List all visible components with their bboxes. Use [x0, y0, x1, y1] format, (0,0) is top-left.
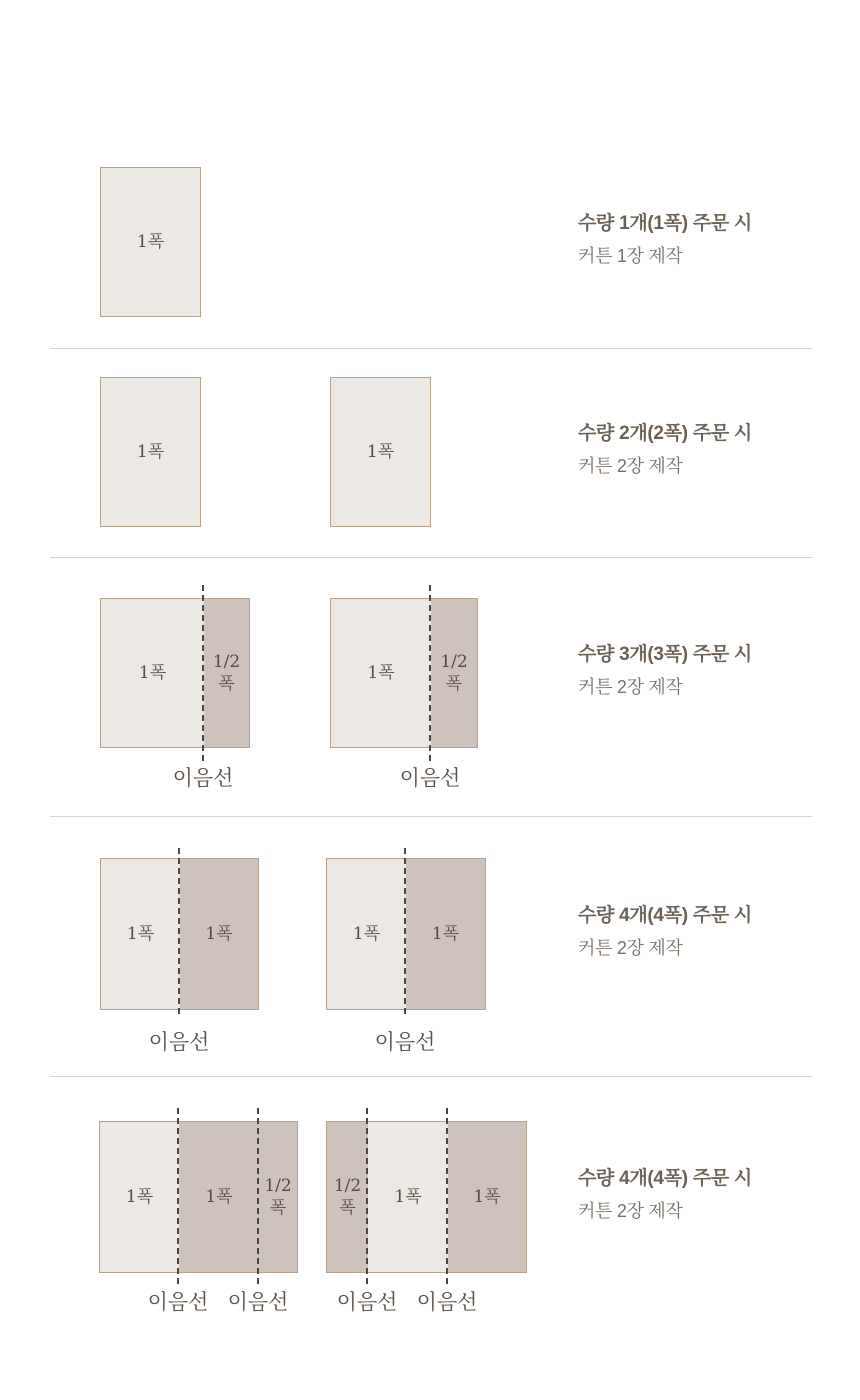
panel-label: [367, 662, 394, 684]
seam-label: 이음선: [148, 1030, 210, 1054]
row-heading: 수량 3개(3폭) 주문 시: [578, 644, 752, 665]
panel-one-width: [327, 859, 406, 1009]
row-heading: 수량 4개(4폭) 주문 시: [578, 1168, 752, 1189]
curtain-block: [100, 377, 201, 527]
seam-line: [446, 1108, 448, 1286]
panel-label-line: 1폭: [205, 1187, 233, 1207]
seam-line: [177, 1108, 179, 1286]
panel-label: [126, 1186, 153, 1208]
row-subtitle: 커튼 2장 제작: [578, 938, 683, 958]
row-subtitle: 커튼 2장 제작: [578, 456, 683, 476]
panel-label-line: 폭: [218, 674, 235, 694]
panel-label-line: 1폭: [126, 924, 155, 944]
panel-one-width: [331, 599, 431, 747]
panel-label: [440, 651, 467, 695]
panel-label: [205, 1186, 232, 1208]
panel-label-line: 1/2: [212, 652, 241, 672]
row-subtitle: 커튼 2장 제작: [578, 1201, 683, 1221]
panel-label-line: 1폭: [352, 924, 381, 944]
curtain-block: [326, 1121, 527, 1273]
row-divider: [50, 557, 812, 558]
seam-label: 이음선: [399, 766, 461, 790]
panel-label-line: 1폭: [125, 1187, 154, 1207]
panel-one-width: [448, 1122, 526, 1272]
row-description: [578, 906, 850, 958]
curtain-block: [100, 598, 250, 748]
seam-label: 이음선: [416, 1290, 478, 1314]
panel-label-line: 1폭: [473, 1187, 501, 1207]
panel-one-width: [179, 1122, 259, 1272]
panel-one-width: [406, 859, 485, 1009]
seam-label: 이음선: [336, 1290, 398, 1314]
panel-label: [334, 1175, 361, 1219]
row-divider: [50, 816, 812, 817]
panel-half-width: [431, 599, 477, 747]
panel-label-line: 1/2: [333, 1176, 362, 1196]
seam-label: 이음선: [227, 1290, 289, 1314]
panel-label-line: 1/2: [440, 652, 468, 672]
panel-label-line: 1폭: [367, 663, 395, 683]
panel-label: [205, 923, 232, 945]
panel-label-line: 1폭: [136, 232, 165, 252]
seam-label: 이음선: [374, 1030, 436, 1054]
curtain-block: [326, 858, 486, 1010]
seam-line: [178, 848, 180, 1018]
curtain-block: [100, 167, 201, 317]
seam-line: [366, 1108, 368, 1286]
panel-label-line: 1/2: [264, 1176, 292, 1196]
panel-label-line: 폭: [269, 1198, 287, 1218]
row-heading: 수량 2개(2폭) 주문 시: [578, 423, 752, 444]
panel-label: [473, 1186, 500, 1208]
panel-one-width: [101, 599, 204, 747]
seam-line: [257, 1108, 259, 1286]
curtain-block: [99, 1121, 298, 1273]
panel-one-width: [101, 378, 200, 526]
row-heading: 수량 1개(1폭) 주문 시: [578, 213, 752, 234]
curtain-block: [330, 598, 478, 748]
row-description: [578, 645, 850, 697]
panel-one-width: [331, 378, 430, 526]
panel-label: [139, 662, 166, 684]
panel-label-line: 1폭: [431, 924, 460, 944]
row-subtitle: 커튼 1장 제작: [578, 246, 683, 266]
panel-half-width: [259, 1122, 297, 1272]
row-description: [578, 1169, 850, 1221]
panel-label-line: 1폭: [205, 924, 233, 944]
seam-line: [404, 848, 406, 1018]
seam-line: [429, 585, 431, 763]
panel-label: [367, 441, 394, 463]
panel-label-line: 1폭: [394, 1187, 422, 1207]
row-divider: [50, 1076, 812, 1077]
panel-label-line: 1폭: [138, 663, 167, 683]
seam-label: 이음선: [172, 766, 234, 790]
panel-label: [137, 231, 164, 253]
panel-label-line: 1폭: [136, 442, 165, 462]
panel-label: [137, 441, 164, 463]
row-subtitle: 커튼 2장 제작: [578, 677, 683, 697]
curtain-block: [330, 377, 431, 527]
seam-line: [202, 585, 204, 763]
panel-one-width: [180, 859, 258, 1009]
row-divider: [50, 348, 812, 349]
panel-label: [432, 923, 459, 945]
panel-label: [213, 651, 240, 695]
panel-label-line: 폭: [339, 1198, 356, 1218]
panel-label: [353, 923, 380, 945]
panel-label: [127, 923, 154, 945]
panel-half-width: [327, 1122, 368, 1272]
panel-label: [264, 1175, 291, 1219]
row-description: [578, 214, 850, 266]
panel-one-width: [101, 168, 200, 316]
panel-label-line: 폭: [445, 674, 463, 694]
panel-half-width: [204, 599, 249, 747]
panel-one-width: [368, 1122, 448, 1272]
seam-label: 이음선: [147, 1290, 209, 1314]
panel-one-width: [101, 859, 180, 1009]
panel-label-line: 1폭: [366, 442, 395, 462]
row-heading: 수량 4개(4폭) 주문 시: [578, 905, 752, 926]
panel-one-width: [100, 1122, 179, 1272]
panel-label: [394, 1186, 421, 1208]
row-description: [578, 424, 850, 476]
